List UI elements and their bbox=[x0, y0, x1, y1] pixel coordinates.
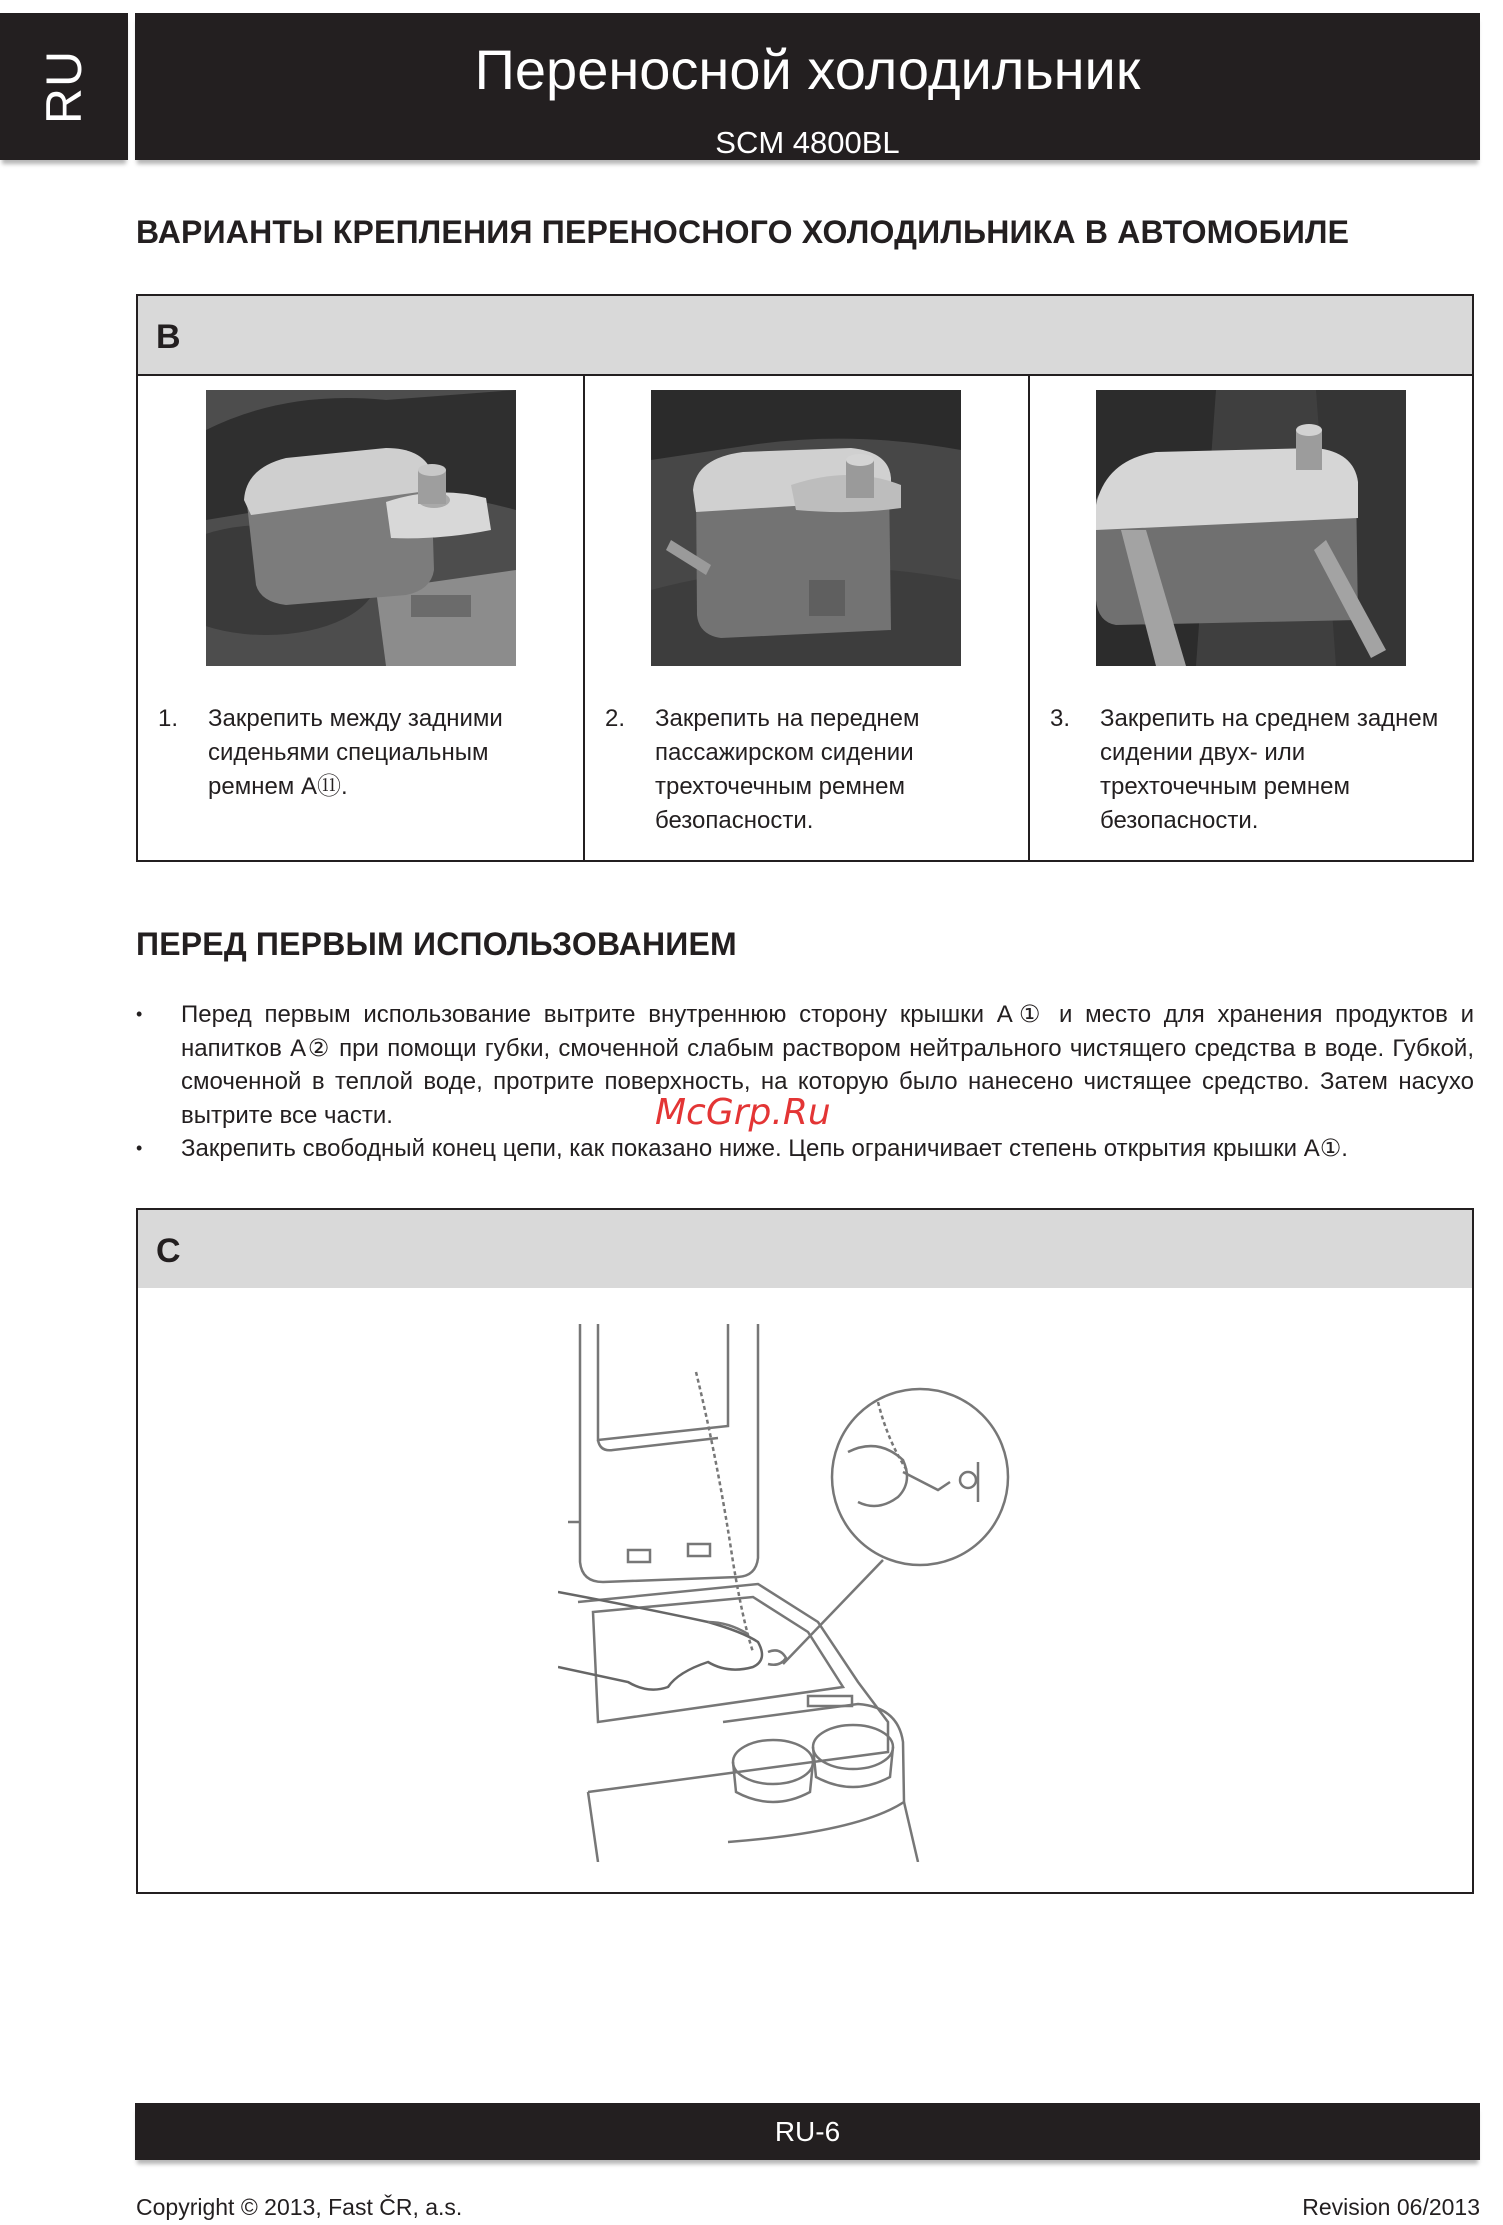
model-number: SCM 4800BL bbox=[715, 125, 900, 160]
panel-c-header bbox=[138, 1210, 1472, 1288]
bullet-text-1: Перед первым использование вытрите внутреннюю сторону крышки A① и место для хранения продуктов и напитков A② при помощи губки, смоченной слабым раствором нейтрального чистящего средства в воде. Губкой, смоченной в теплой воде, протрите поверхность, на которую было нанесено чистящее средство. Затем насухо вытрите все части. bbox=[181, 1001, 1474, 1129]
panel-c bbox=[136, 1208, 1474, 1894]
first-use-list bbox=[136, 998, 1474, 1166]
bullet-marker: • bbox=[136, 1138, 143, 1158]
list-item bbox=[136, 1132, 1474, 1166]
revision: Revision 06/2013 bbox=[1302, 2194, 1480, 2220]
panel-b bbox=[136, 294, 1474, 862]
page-number: RU-6 bbox=[774, 2116, 841, 2147]
bullet-marker: • bbox=[136, 1004, 143, 1024]
first-use-heading: ПЕРЕД ПЕРВЫМ ИСПОЛЬЗОВАНИЕМ bbox=[136, 926, 737, 962]
mounting-heading: ВАРИАНТЫ КРЕПЛЕНИЯ ПЕРЕНОСНОГО ХОЛОДИЛЬНИКА В АВТОМОБИЛЕ bbox=[136, 214, 1350, 250]
language-tab bbox=[0, 13, 128, 160]
page-number-bar bbox=[135, 2103, 1480, 2160]
step-3-text: Закрепить на среднем заднем сидении двух- или трехточечным ремнем безопасности. bbox=[1100, 705, 1439, 834]
title-bar bbox=[135, 13, 1480, 160]
panel-b-label: B bbox=[156, 318, 181, 356]
step-3-number: 3. bbox=[1050, 705, 1071, 732]
bullet-text-2: Закрепить свободный конец цепи, как показано ниже. Цепь ограничивает степень открытия крышки A①. bbox=[181, 1135, 1348, 1162]
step-1-text: Закрепить между задними сиденьями специальным ремнем A⑪. bbox=[208, 705, 503, 800]
step-1-number: 1. bbox=[158, 705, 179, 732]
language-label: RU bbox=[36, 49, 92, 124]
chain-illustration bbox=[558, 1322, 1028, 1862]
step-2-text: Закрепить на переднем пассажирском сидении трехточечным ремнем безопасности. bbox=[655, 705, 920, 834]
step-2-number: 2. bbox=[605, 705, 626, 732]
page-title: Переносной холодильник bbox=[474, 38, 1141, 101]
panel-c-label: C bbox=[156, 1232, 181, 1270]
mount-option-2 bbox=[583, 376, 1030, 860]
mount-option-1 bbox=[138, 376, 583, 860]
watermark: McGrp.Ru bbox=[655, 1092, 831, 1133]
photo-rear-seats bbox=[206, 390, 516, 666]
mount-option-3 bbox=[1028, 376, 1474, 860]
copyright: Copyright © 2013, Fast ČR, a.s. bbox=[136, 2194, 463, 2220]
photo-middle-seat bbox=[1096, 390, 1406, 666]
panel-b-header bbox=[138, 296, 1472, 376]
photo-front-seat bbox=[651, 390, 961, 666]
